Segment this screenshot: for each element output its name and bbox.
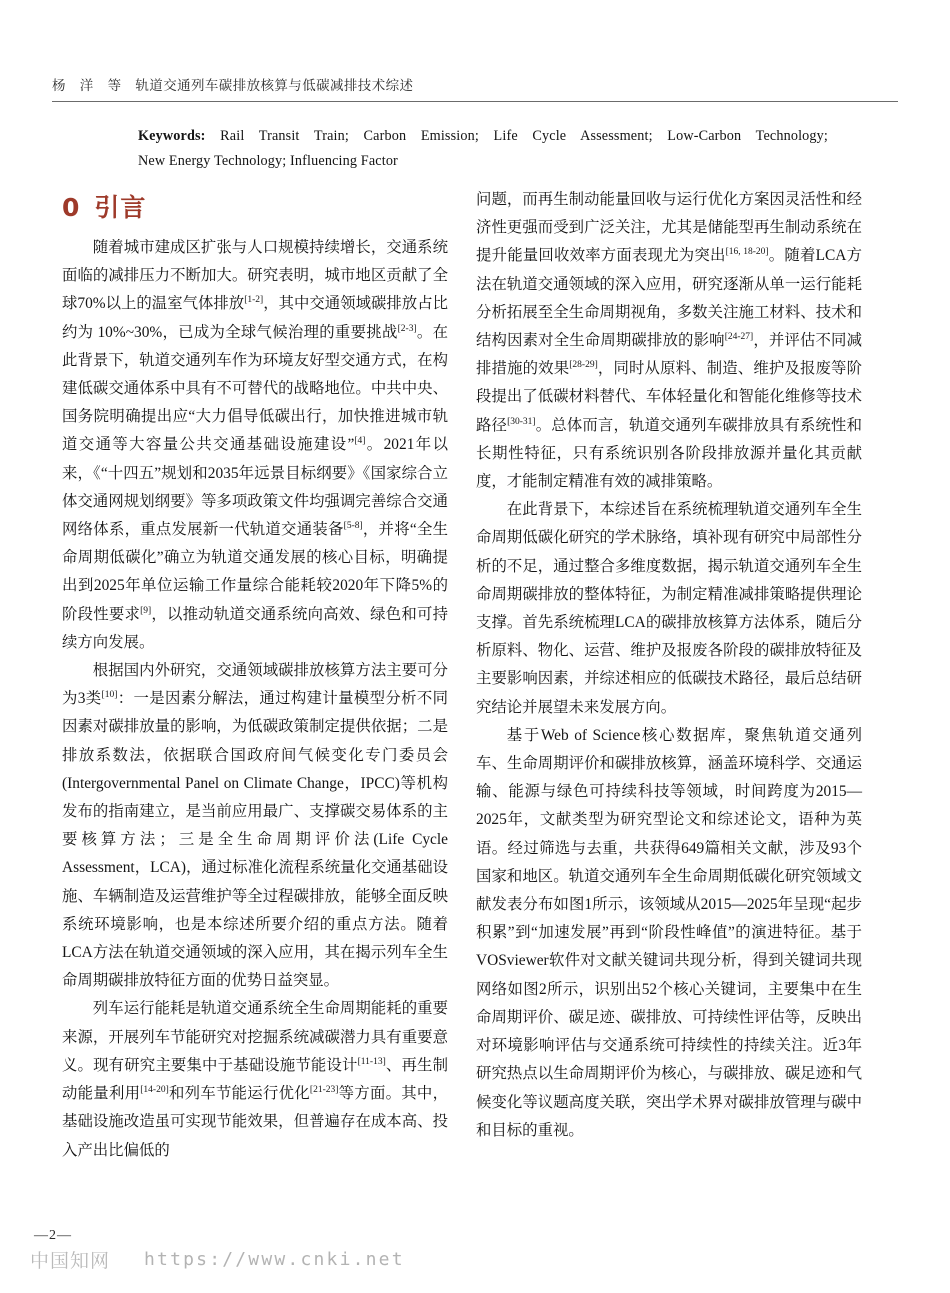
reference-marker: [14-20]	[140, 1084, 169, 1095]
paragraph: 在此背景下，本综述旨在系统梳理轨道交通列车全生命周期低碳化研究的学术脉络，填补现有研究中局部性分析的不足，通过整合多维度数据，揭示轨道交通列车全生命周期碳排放的整体特征，为制定精准减排策略提供理论支撑。首先系统梳理LCA的碳排放核算方法体系，随后分析原料、物化、运营、维护及报废各阶段的碳排放特征及主要影响因素，并综述相应的低碳技术路径，最后总结研究结论并展望未来发展方向。	[476, 501, 862, 716]
reference-marker: [1-2]	[244, 295, 264, 306]
reference-marker: [2-3]	[397, 323, 417, 334]
reference-marker: [4]	[354, 436, 366, 447]
paragraph: 根据国内外研究，交通领域碳排放核算方法主要可分为3类[10]：一是因素分解法，通过构建计量模型分析不同因素对碳排放量的影响，为低碳政策制定提供依据；二是排放系数法，依据联合国政府间气候变化专门委员会(Intergovernmental Panel on Climate Change，IPCC)等机构发布的指南建立，是当前应用最广、支撑碳交易体系的主要核算方法；三是全生命周期评价法(Life Cycle Assessment，LCA)，通过标准化流程系统量化交通基础设施、车辆制造及运营维护等全过程碳排放，能够全面反映系统环境影响，也是本综述所要介绍的重点方法。随着LCA方法在轨道交通领域的深入应用，其在揭示列车全生命周期碳排放特征方面的优势日益突显。	[62, 662, 448, 990]
keywords-line-2: New Energy Technology; Influencing Factor	[138, 153, 398, 169]
cnki-url-text: https://www.cnki.net	[144, 1249, 405, 1270]
section-title: 引言	[94, 193, 147, 222]
paragraph: 问题，而再生制动能量回收与运行优化方案因灵活性和经济性更强而受到广泛关注，尤其是储能型再生制动系统在提升能量回收效率方面表现尤为突出[16, 18-20]。随着LCA方法在轨道交通领域的深入应用，研究逐渐从单一运行能耗分析拓展至全生命周期视角，多数关注施工材料、技术和结构因素对全生命周期碳排放的影响[24-27]，并评估不同减排措施的效果[28-29]，同时从原料、制造、维护及报废等阶段提出了低碳材料替代、车体轻量化和智能化维修等技术路径[30-31]。总体而言，轨道交通列车碳排放具有系统性和长期性特征，只有系统识别各阶段排放源并量化其贡献度，才能制定精准有效的减排策略。	[476, 191, 862, 491]
reference-marker: [11-13]	[357, 1056, 386, 1067]
reference-marker: [24-27]	[724, 331, 754, 342]
keywords-list-part-1: Rail Transit Train; Carbon Emission; Life Cycle Assessment; Low-Carbon Technology;	[205, 128, 828, 144]
running-header-text: 杨 洋 等 轨道交通列车碳排放核算与低碳减排技术综述	[52, 78, 414, 93]
left-column	[62, 186, 448, 1165]
reference-marker: [28-29]	[569, 360, 598, 371]
reference-marker: [16, 18-20]	[725, 247, 769, 258]
keywords-line-1	[138, 124, 828, 149]
section-heading	[62, 192, 448, 224]
reference-marker: [9]	[140, 605, 152, 616]
right-column	[476, 186, 862, 1145]
header-rule	[52, 101, 898, 102]
cnki-logo-text: 中国知网	[30, 1250, 111, 1272]
section-number: 0	[62, 193, 81, 222]
reference-marker: [21-23]	[309, 1084, 339, 1095]
paragraph: 列车运行能耗是轨道交通系统全生命周期能耗的重要来源，开展列车节能研究对挖掘系统减碳潜力具有重要意义。现有研究主要集中于基础设施节能设计[11-13]、再生制动能量利用[14-20]和列车节能运行优化[21-23]等方面。其中，基础设施改造虽可实现节能效果，但普遍存在成本高、投入产出比偏低的	[62, 1000, 448, 1159]
cnki-watermark	[30, 1246, 405, 1273]
paragraph: 基于Web of Science核心数据库，聚焦轨道交通列车、生命周期评价和碳排放核算，涵盖环境科学、交通运输、能源与绿色可持续科技等领域，时间跨度为2015—2025年，文献类型为研究型论文和综述论文，语种为英语。经过筛选与去重，共获得649篇相关文献，涉及93个国家和地区。轨道交通列车全生命周期低碳化研究领域文献发表分布如图1所示，该领域从2015—2025年呈现“起步积累”到“加速发展”再到“阶段性峰值”的演进特征。基于VOSviewer软件对文献关键词共现分析，得到关键词共现网络如图2所示，识别出52个核心关键词，主要集中在生命周期评价、碳足迹、碳排放、可持续性评估等，反映出对环境影响评估与交通系统可持续性的持续关注。近3年研究热点以生命周期评价为核心，与碳排放、碳足迹和气候变化等议题高度关联，突出学术界对碳排放管理与碳中和目标的重视。	[476, 726, 862, 1139]
keywords-block	[138, 124, 828, 174]
reference-marker: [10]	[101, 690, 118, 701]
reference-marker: [5-8]	[343, 520, 363, 531]
reference-marker: [30-31]	[507, 416, 536, 427]
paragraph: 随着城市建成区扩张与人口规模持续增长，交通系统面临的减排压力不断加大。研究表明，城市地区贡献了全球70%以上的温室气体排放[1-2]，其中交通领域碳排放占比约为 10%~30%，已成为全球气候治理的重要挑战[2-3]。在此背景下，轨道交通列车作为环境友好型交通方式，在构建低碳交通体系中具有不可替代的战略地位。中共中央、国务院明确提出应“大力倡导低碳出行，加快推进城市轨道交通等大容量公共交通基础设施建设”[4]。2021年以来，《“十四五”规划和2035年远景目标纲要》《国家综合立体交通网规划纲要》等多项政策文件均强调完善综合交通网络体系，重点发展新一代轨道交通装备[5-8]，并将“全生命周期低碳化”确立为轨道交通发展的核心目标，明确提出到2025年单位运输工作量综合能耗较2020年下降5%的阶段性要求[9]，以推动轨道交通系统向高效、绿色和可持续方向发展。	[62, 239, 448, 651]
running-header	[52, 74, 898, 102]
page-number: —2—	[34, 1228, 72, 1243]
keywords-label: Keywords:	[138, 128, 206, 144]
